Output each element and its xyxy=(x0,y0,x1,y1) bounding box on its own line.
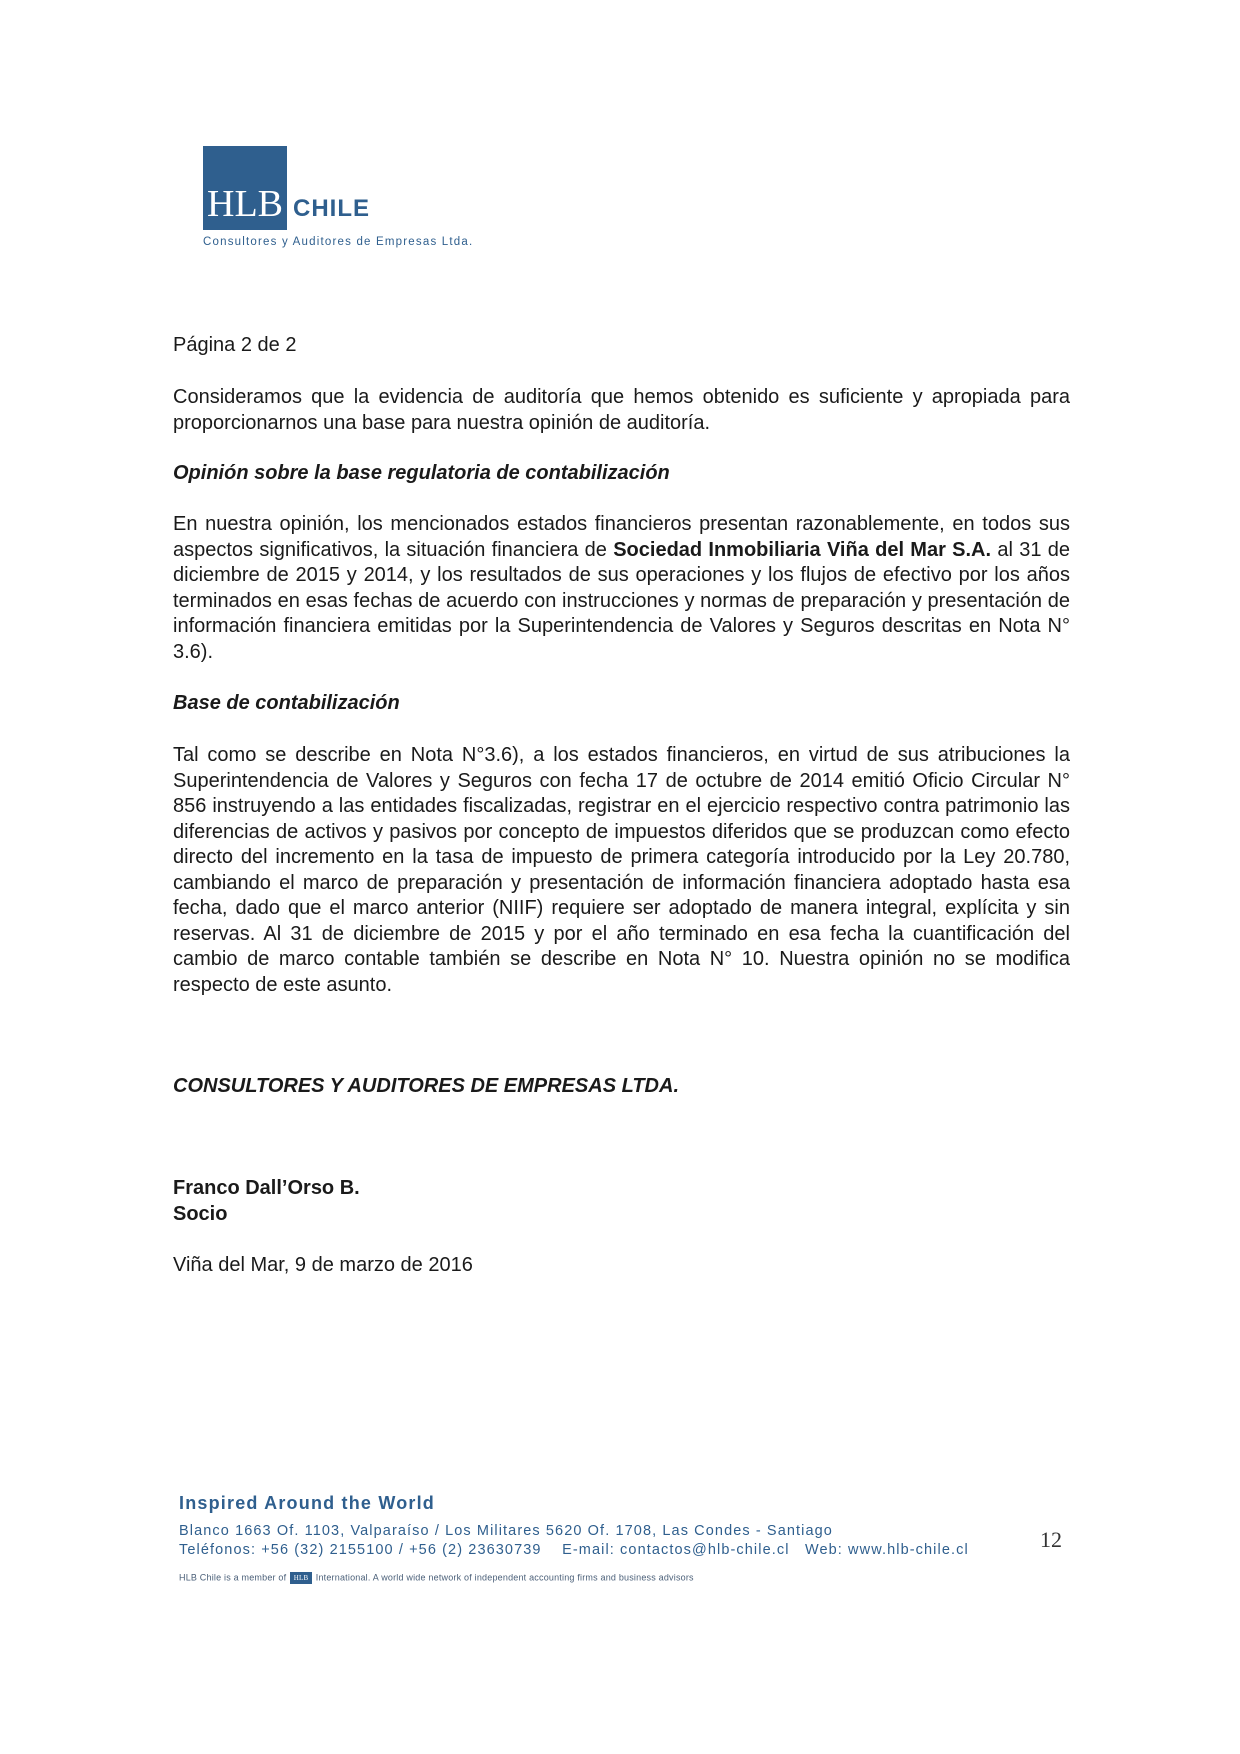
signer-block xyxy=(173,1176,1070,1227)
signer-name: Franco Dall’Orso B. xyxy=(173,1177,360,1199)
logo-mark-box xyxy=(203,146,287,230)
footer-contact-line xyxy=(179,1542,969,1558)
footer-address: Blanco 1663 Of. 1103, Valparaíso / Los Militares 5620 Of. 1708, Las Condes - Santiago xyxy=(179,1523,833,1539)
footer-tagline: Inspired Around the World xyxy=(179,1493,435,1513)
place-date: Viña del Mar, 9 de marzo de 2016 xyxy=(173,1254,473,1276)
footer-email: E-mail: contactos@hlb-chile.cl xyxy=(562,1542,790,1558)
paragraph-opinion xyxy=(173,512,1070,665)
paragraph-opinion-end: al 31 de diciembre de 2015 y 2014, y los resultados de sus operaciones y los flujos de efectivo por los años terminados en esas fechas de acuerdo con instrucciones y normas de preparación y presentación de información financiera emitidas por la Superintendencia de Valores y Seguros descritas en Nota N° 3.6). xyxy=(173,538,1070,663)
footer-phones: Teléfonos: +56 (32) 2155100 / +56 (2) 23630739 xyxy=(179,1542,542,1558)
heading-opinion: Opinión sobre la base regulatoria de contabilización xyxy=(173,462,670,484)
firm-name: CONSULTORES Y AUDITORES DE EMPRESAS LTDA. xyxy=(173,1075,679,1097)
logo-mark-text: HLB xyxy=(207,183,283,225)
handwritten-page-number: 12 xyxy=(1040,1527,1062,1552)
footer-web: Web: www.hlb-chile.cl xyxy=(804,1542,969,1558)
paragraph-accounting-basis: Tal como se describe en Nota N°3.6), a los estados financieros, en virtud de sus atribuciones la Superintendencia de Valores y Seguros con fecha 17 de octubre de 2014 emitió Oficio Circular N° 856 instruyendo a las entidades fiscalizadas, registrar en el ejercicio respectivo contra patrimonio las diferencias de activos y pasivos por concepto de impuestos diferidos que se produzcan como efecto directo del incremento en la tasa de impuesto de primera categoría introducido por la Ley 20.780, cambiando el marco de preparación y presentación de información financiera adoptado hasta esa fecha, dado que el marco anterior (NIIF) requiere ser adoptado de manera integral, explícita y sin reservas. Al 31 de diciembre de 2015 y por el año terminado en esa fecha la cuantificación del cambio de marco contable también se describe en Nota N° 10. Nuestra opinión no se modifica respecto de este asunto. xyxy=(173,744,1070,996)
logo-subtitle: Consultores y Auditores de Empresas Ltda. xyxy=(203,236,474,248)
footer-membership xyxy=(179,1572,694,1584)
paragraph-opinion-start: En nuestra opinión, los mencionados estados financieros presentan razonablemente, en todos sus aspectos significativos, la situación financiera de xyxy=(173,513,1070,561)
page-label: Página 2 de 2 xyxy=(173,334,297,356)
heading-accounting-basis: Base de contabilización xyxy=(173,692,400,714)
logo-country-text: CHILE xyxy=(293,195,370,222)
signer-role: Socio xyxy=(173,1202,228,1225)
hlb-international-logo: HLB xyxy=(290,1572,312,1584)
paragraph-evidence: Consideramos que la evidencia de auditoría que hemos obtenido es suficiente y apropiada para proporcionarnos una base para nuestra opinión de auditoría. xyxy=(173,386,1070,434)
company-name: Sociedad Inmobiliaria Viña del Mar S.A. xyxy=(613,538,992,561)
membership-text-start: HLB Chile is a member of xyxy=(179,1572,287,1583)
membership-text-end: International. A world wide network of independent accounting firms and business advisors xyxy=(315,1572,694,1583)
